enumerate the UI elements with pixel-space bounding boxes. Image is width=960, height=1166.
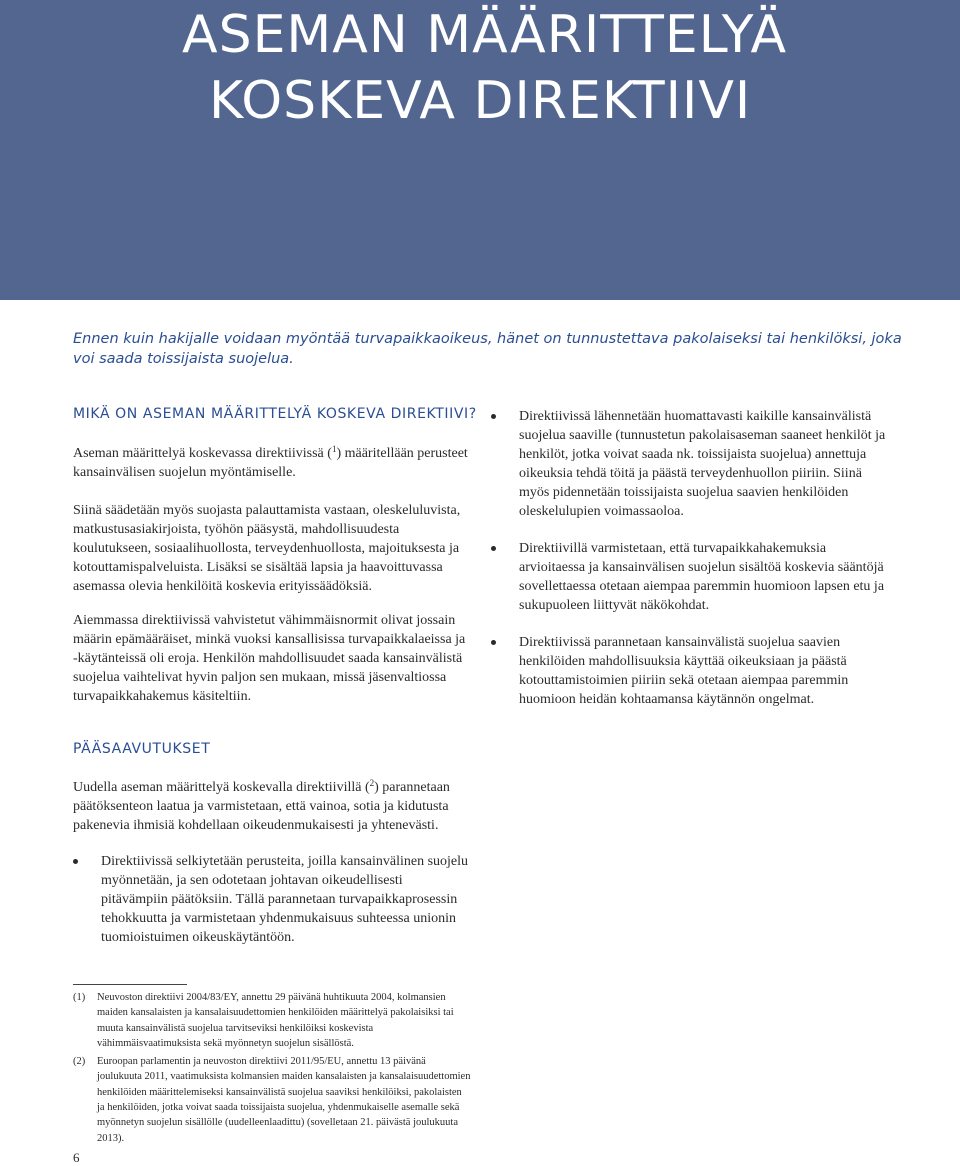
bullet-dot (491, 640, 496, 645)
footnote-text: Neuvoston direktiivi 2004/83/EY, annettu 29 päivänä huhtikuuta 2004, kolmansien maiden kansalaisten ja kansalaisuudettomien henkilöiden määrittelyä pakolaisiksi tai muuta kansainvälistä suojelua tarvitseviksi henkilöiksi koskevista vähimmäisvaatimuksista sekä myönnetyn suojelun sisällöstä. (97, 992, 454, 1049)
right-bullet-list (491, 407, 889, 727)
list-item (491, 407, 889, 521)
bullet-text: Direktiivissä parannetaan kansainvälistä suojelua saavien henkilöiden mahdollisuuksia käyttää oikeuksiaan ja päästä kotouttamistoimien piiriin sekä otetaan aiempaa paremmin huomioon heidän kohtaamansa käytännön ongelmat. (519, 635, 849, 707)
list-item (73, 852, 470, 947)
intro-text: Ennen kuin hakijalle voidaan myöntää turvapaikkaoikeus, hänet on tunnustettava pakolaiseksi tai henkilöksi, joka voi saada toissijaista suojelua. (73, 331, 902, 367)
section1-paragraph-2: Siinä säädetään myös suojasta palauttamista vastaan, oleskeluluvista, matkustusasiakirjoista, työhön pääsystä, mahdollisuudesta koulutukseen, sosiaalihuollosta, terveydenhuollosta, majoituksesta ja kotouttamispalveluista. Lisäksi se sisältää lapsia ja haavoittuvassa asemassa olevia henkilöitä koskevia erityissäädöksiä. (73, 503, 461, 594)
section1-paragraph-1 (73, 444, 470, 482)
section-heading-achievements: PÄÄSAAVUTUKSET (73, 741, 211, 757)
section1-p1-after: ) määritellään perusteet kansainvälisen suojelun myöntämiselle. (73, 446, 468, 480)
footnote-number: (2) (73, 1056, 86, 1068)
bullet-text: Direktiivissä selkiytetään perusteita, joilla kansainvälinen suojelu myönnetään, ja sen odotetaan johtavan oikeudellisesti pitävämpiin päätöksiin. Tällä parannetaan turvapaikkaprosessin tehokkuutta ja varmistetaan yhdenmukaisuus suhteessa unionin tuomioistuimen oikeuskäytäntöön. (101, 854, 469, 945)
bullet-text: Direktiivissä lähennetään huomattavasti kaikille kansainvälistä suojelua saaville (tunnustetun pakolaisaseman saaneet henkilöt ja henkilöt, jotka voivat saada nk. toissijaista suojelua) annettuja oikeuksia tehdä töitä ja päästä terveydenhuollon piiriin. Siinä myös pidennetään toissijaista suojelua saavien henkilöiden oleskelulupien voimassaoloa. (519, 409, 886, 519)
bullet-dot (491, 414, 496, 419)
section-heading-what-is: MIKÄ ON ASEMAN MÄÄRITTELYÄ KOSKEVA DIREKTIIVI? (73, 406, 477, 422)
bullet-dot (491, 546, 496, 551)
section2-paragraph-1 (73, 778, 470, 835)
footnote-1 (73, 990, 471, 1051)
page-number: 6 (73, 1150, 80, 1165)
bullet-dot (73, 859, 78, 864)
page-title (182, 2, 787, 134)
bullet-text: Direktiivillä varmistetaan, että turvapaikkahakemuksia arvioitaessa ja kansainvälisen suojelun sisältöä koskevia sääntöjä sovellettaessa otetaan aiempaa paremmin huomioon lapsen etu ja sukupuoleen liittyvät näkökohdat. (519, 541, 885, 613)
footnote-ref-1: 1 (331, 444, 337, 454)
title-banner (0, 0, 960, 300)
section1-p1-before: Aseman määrittelyä koskevassa direktiivissä ( (73, 446, 332, 461)
title-line-1: ASEMAN MÄÄRITTELYÄ (182, 5, 788, 65)
list-item (491, 539, 889, 615)
section1-paragraph-3: Aiemmassa direktiivissä vahvistetut vähimmäisnormit olivat jossain määrin epämääräiset, minkä vuoksi kansallisissa turvapaikkalaeissa ja -käytänteissä oli eroja. Henkilön mahdollisuudet saada kansainvälistä suojelua vaihtelivat hyvin paljon sen mukaan, missä jäsenvaltiossa turvapaikkahakemus käsiteltiin. (73, 613, 466, 704)
list-item (491, 633, 889, 709)
footnote-ref-2: 2 (369, 778, 375, 788)
footnote-number: (1) (73, 992, 86, 1003)
footnote-text: Euroopan parlamentin ja neuvoston direktiivi 2011/95/EU, annettu 13 päivänä joulukuuta 2011, vaatimuksista kolmansien maiden kansalaisten ja kansalaisuudettomien henkilöiden määrittelemiseksi kansainvälistä suojelua saaviksi henkilöiksi, pakolaisten ja henkilöiden, jotka voivat saada toissijaista suojelua, yhdenmukaiselle asemalle sekä myönnetyn suojelun sisällölle (uudelleenlaadittu) (sovelletaan 21. päivästä joulukuuta 2013). (97, 1056, 471, 1144)
section2-p1-after: ) parannetaan päätöksenteon laatua ja varmistetaan, että vainoa, sotia ja kidutusta pakenevia ihmisiä kohdellaan oikeudenmukaisesti ja yhtenevästi. (73, 780, 450, 833)
achievements-bullet-list (73, 852, 470, 965)
title-line-2: KOSKEVA DIREKTIIVI (209, 71, 752, 131)
section2-p1-before: Uudella aseman määrittelyä koskevalla direktiivillä ( (73, 780, 370, 795)
footnotes (73, 990, 471, 1149)
footnote-2 (73, 1054, 471, 1146)
footnote-divider (73, 984, 187, 985)
